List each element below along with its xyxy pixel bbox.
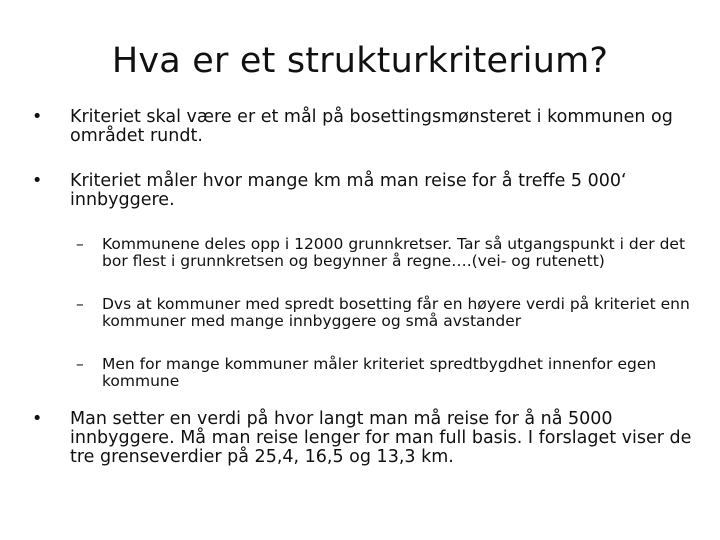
slide-title: Hva er et strukturkriterium?	[111, 41, 609, 81]
bullet-marker: •	[32, 107, 43, 127]
bullet-item	[28, 108, 698, 146]
sub-bullet-item	[70, 356, 698, 390]
bullet-text: Kriteriet måler hvor mange km må man reise for å treffe 5 000‘ innbyggere.	[70, 171, 627, 210]
bullet-item	[28, 410, 698, 467]
sub-bullet-item	[70, 296, 698, 330]
bullet-marker: •	[32, 409, 43, 429]
sub-bullet-marker: –	[76, 295, 84, 313]
sub-bullet-marker: –	[76, 355, 84, 373]
sub-bullet-text: Dvs at kommuner med spredt bosetting får en høyere verdi på kriteriet enn kommuner med mange innbyggere og små avstander	[102, 295, 690, 330]
bullet-item	[28, 172, 698, 210]
sub-bullet-marker: –	[76, 235, 84, 253]
bullet-marker: •	[32, 171, 43, 191]
bullet-list	[28, 108, 698, 493]
bullet-text: Kriteriet skal være er et mål på bosettingsmønsteret i kommunen og området rundt.	[70, 107, 673, 146]
sub-bullet-text: Kommunene deles opp i 12000 grunnkretser. Tar så utgangspunkt i der det bor flest i grunnkretsen og begynner å regne….(vei- og rutenett)	[102, 235, 686, 270]
sub-bullet-list	[28, 236, 698, 390]
bullet-text: Man setter en verdi på hvor langt man må reise for å nå 5000 innbyggere. Må man reise lenger for man full basis. I forslaget viser de tre grenseverdier på 25,4, 16,5 og 13,3 km.	[70, 409, 692, 467]
sub-bullet-item	[70, 236, 698, 270]
sub-bullet-text: Men for mange kommuner måler kriteriet spredtbygdhet innenfor egen kommune	[102, 355, 657, 390]
